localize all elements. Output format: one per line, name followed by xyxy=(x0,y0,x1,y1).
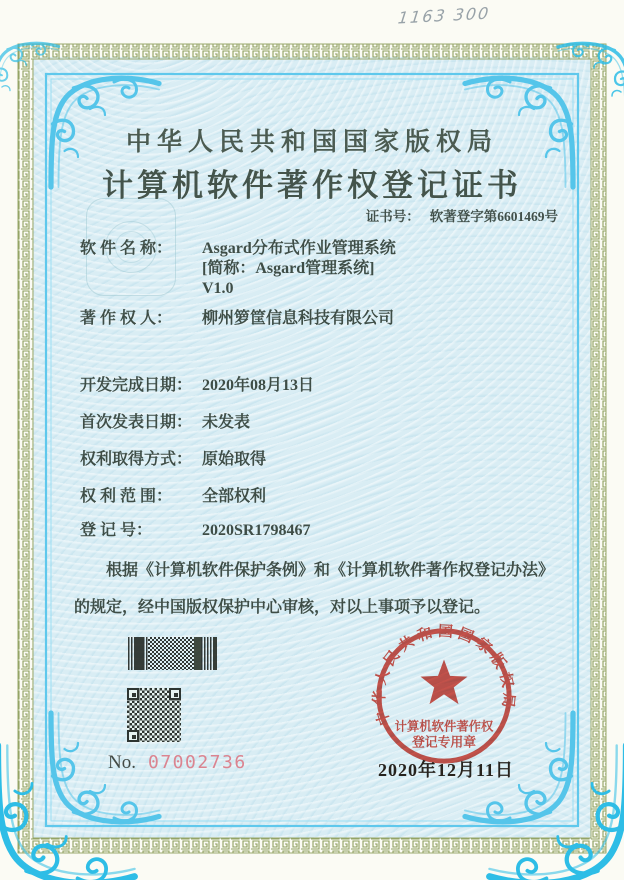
barcode-1d xyxy=(128,637,217,670)
field-label: 软 件 名 称： xyxy=(80,240,173,257)
official-red-seal xyxy=(370,622,518,770)
field-value xyxy=(202,239,396,299)
seal-text-line2: 登记专用章 xyxy=(411,735,477,750)
serial-number-line xyxy=(108,752,247,774)
qr-code xyxy=(127,688,181,742)
field-label: 登 记 号： xyxy=(80,522,153,539)
field-value: 柳州箩筐信息科技有限公司 xyxy=(202,310,395,327)
certificate-title: 计算机软件著作权登记证书 xyxy=(102,168,522,203)
software-name-line2: [简称：Asgard管理系统] xyxy=(202,260,375,277)
issuing-authority: 中华人民共和国国家版权局 xyxy=(125,129,498,156)
field-value: 2020年08月13日 xyxy=(202,377,315,394)
seal-star-icon xyxy=(421,659,468,704)
seal-text-line1: 计算机软件著作权 xyxy=(394,719,494,734)
issue-date: 2020年12月11日 xyxy=(378,760,515,780)
field-label: 著 作 权 人： xyxy=(80,310,173,327)
software-name-line1: Asgard分布式作业管理系统 xyxy=(202,240,396,257)
field-value: 2020SR1798467 xyxy=(202,522,311,539)
field-label: 首次发表日期： xyxy=(80,414,193,431)
certificate-number-value: 软著登字第6601469号 xyxy=(429,209,558,224)
serial-label: No. xyxy=(108,752,136,773)
field-value: 原始取得 xyxy=(202,451,267,468)
field-value: 全部权利 xyxy=(202,488,267,505)
field-value: 未发表 xyxy=(202,414,251,431)
certificate-number-line xyxy=(366,205,558,225)
serial-number: 07002736 xyxy=(147,752,247,773)
handwritten-note: 1163 300 xyxy=(396,3,492,28)
qr-finder-icon xyxy=(127,688,139,700)
registration-statement: 根据《计算机软件保护条例》和《计算机软件著作权登记办法》的规定，经中国版权保护中心审核，对以上事项予以登记。 xyxy=(74,562,555,616)
field-label: 权利取得方式： xyxy=(80,451,193,468)
software-name-line3: V1.0 xyxy=(202,280,234,297)
field-label: 开发完成日期： xyxy=(80,377,193,394)
seal-ring-text: 中华人民共和国国家版权局 xyxy=(372,623,517,728)
qr-finder-icon xyxy=(127,730,139,742)
field-label: 权 利 范 围： xyxy=(80,488,173,505)
certificate-number-label: 证书号： xyxy=(365,209,420,224)
qr-finder-icon xyxy=(169,688,181,700)
